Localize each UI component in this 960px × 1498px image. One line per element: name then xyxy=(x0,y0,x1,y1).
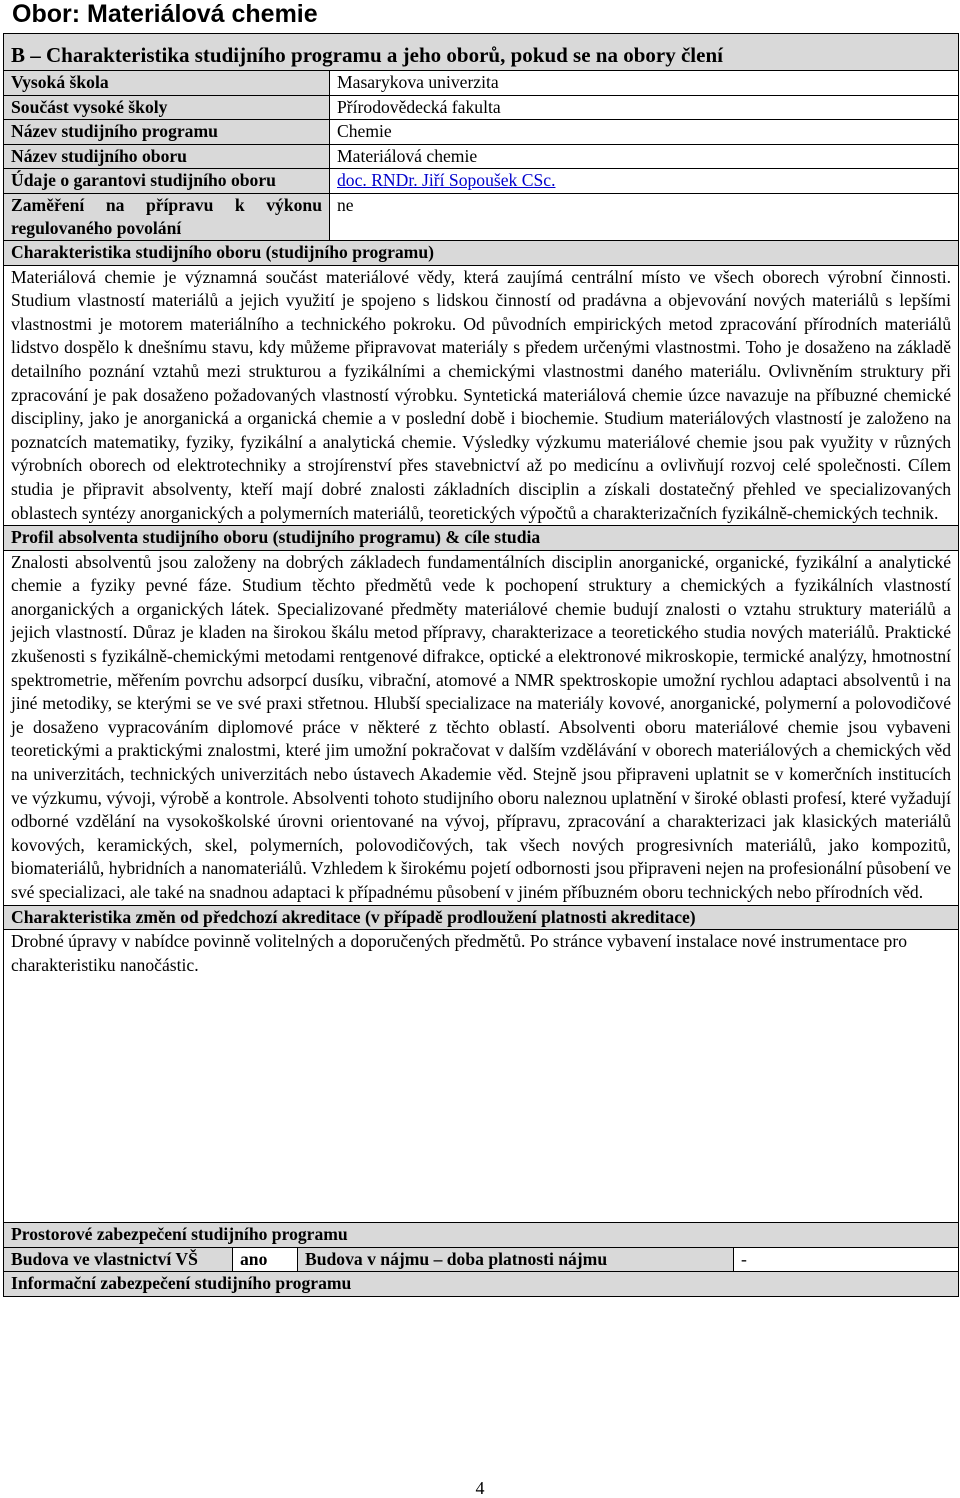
guarantor-link-text[interactable]: doc. RNDr. Jiří Sopoušek CSc. xyxy=(337,170,556,191)
characteristics-heading: Charakteristika studijního oboru (studijního programu) xyxy=(4,240,959,265)
label-regulated-profession: Zaměření na přípravu k výkonu regulovaného povolání xyxy=(4,193,330,240)
rented-building-value: - xyxy=(734,1247,959,1272)
owned-building-value: ano xyxy=(233,1247,298,1272)
label-program: Název studijního programu xyxy=(4,120,330,145)
graduate-profile-text: Znalosti absolventů jsou založeny na dobrých základech fundamentálních disciplin anorganické, organické, fyzikální a analytické chemie a fyziky pevné fáze. Studium těchto předmětů vede k pochopení struktury a chemických a fyzikálních vlastností anorganických a organických látek. Specializované předměty materiálové chemie budují znalosti o vztahu struktury materiálů a jejich vlastností. Důraz je kladen na širokou škálu metod přípravy, charakterizace a teoretického studia nových materiálů. Praktické zkušenosti s fyzikálně-chemickými metodami rentgenové difrakce, optické a elektronové mikroskopie, termické analýzy, hmotnostní spektrometrie, měřením povrchu adsorpcí dusíku, vibrační, atomové a NMR spektroskopie umožní rychlou adaptaci absolventů i na jiné metodiky, se kterými se ve své praxi střetnou. Hlubší specializace na materiály kovové, anorganické, polymerní a polovodičové je dosaženo vypracováním diplomové práce v některé z těchto oblastí. Absolventi oboru materiálové chemie jsou vybaveni teoretickými a praktickými znalostmi, které jim umožní pokračovat v dalším vzdělávání v oborech materiálových a chemických věd na univerzitách, technických univerzitách nebo ústavech Akademie věd. Stejně jsou připraveni uplatnit se v komerčních institucích ve výzkumu, vývoji, výrobě a kontrole. Absolventi tohoto studijního oboru naleznou uplatnění v široké oblasti profesí, které vyžadují odborné vzdělání na vysokoškolské úrovni orientované na vývoj, přípravu, zpracování a charakterizaci jak klasických materiálů kovových, keramických, skel, polymerních, polovodičových, tak všech nových progresivních materiálů, jako kompozitů, biomateriálů, hybridních a nanomateriálů. Vzhledem k širokému pojetí odbornosti jsou připraveni nejen na profesionální působení ve své specializaci, ale také na snadnou adaptaci k případnému působení v jiném příbuzném oboru technických nebo přírodních věd. xyxy=(4,550,959,905)
guarantor-link[interactable] xyxy=(330,169,959,194)
graduate-profile-heading: Profil absolventa studijního oboru (studijního programu) & cíle studia xyxy=(4,526,959,551)
page-title: Obor: Materiálová chemie xyxy=(12,0,318,28)
info-security-heading: Informační zabezpečení studijního programu xyxy=(4,1272,959,1297)
owned-building-label: Budova ve vlastnictví VŠ xyxy=(4,1247,233,1272)
value-university: Masarykova univerzita xyxy=(330,71,959,96)
section-b-title: B – Charakteristika studijního programu a jeho oborů, pokud se na obory člení xyxy=(4,34,959,71)
value-field: Materiálová chemie xyxy=(330,144,959,169)
label-university: Vysoká škola xyxy=(4,71,330,96)
changes-text: Drobné úpravy v nabídce povinně volitelných a doporučených předmětů. Po stránce vybavení instalace nové instrumentace pro charakteristiku nanočástic. xyxy=(4,930,959,1223)
label-field: Název studijního oboru xyxy=(4,144,330,169)
characteristics-text: Materiálová chemie je významná součást materiálové vědy, která zaujímá centrální místo ve všech oborech výrobní činnosti. Studium vlastností materiálů a jejich využití je spojeno s lidskou činností od pradávna a objevování nových materiálů s lepšími vlastnostmi je motorem materiálního a technického pokroku. Od původních empirických metod zpracování přírodních materiálů lidstvo dospělo k dnešnímu stavu, kdy můžeme připravovat materiály s předem určenými vlastnostmi. Toho je dosaženo na základě detailního poznání vztahů mezi strukturou a fyzikálními a chemickými vlastnostmi daného materiálu. Ovlivněním struktury při zpracování je pak dosaženo požadovaných vlastností výrobku. Syntetická materiálová chemie úzce navazuje na příbuzné chemické discipliny, jako je anorganická a organická chemie a v poslední době i biochemie. Studium materiálových vlastností je založeno na poznatcích matematiky, fyziky, fyzikální a analytická chemie. Výsledky výzkumu materiálové chemie jsou pak využity v různých výrobních oborech od elektrotechniky a strojírenství přes stavebnictví až po medicínu a ovlivňují rozvoj celé společnosti. Cílem studia je připravit absolventy, kteří mají dobré znalosti základních disciplin a získali dostatečný přehled ve specializovaných oblastech syntézy anorganických a polymerních materiálů, teoretických výpočtů a charakterizačních fyzikálně-chemických technik. xyxy=(4,265,959,526)
label-guarantor: Údaje o garantovi studijního oboru xyxy=(4,169,330,194)
spatial-heading: Prostorové zabezpečení studijního programu xyxy=(4,1223,959,1248)
rented-building-label: Budova v nájmu – doba platnosti nájmu xyxy=(298,1247,734,1272)
value-faculty: Přírodovědecká fakulta xyxy=(330,95,959,120)
changes-heading: Charakteristika změn od předchozí akreditace (v případě prodloužení platnosti akreditace) xyxy=(4,905,959,930)
page-number: 4 xyxy=(475,1478,485,1498)
value-regulated-profession: ne xyxy=(330,193,959,240)
program-table xyxy=(3,33,959,1297)
label-faculty: Součást vysoké školy xyxy=(4,95,330,120)
value-program: Chemie xyxy=(330,120,959,145)
